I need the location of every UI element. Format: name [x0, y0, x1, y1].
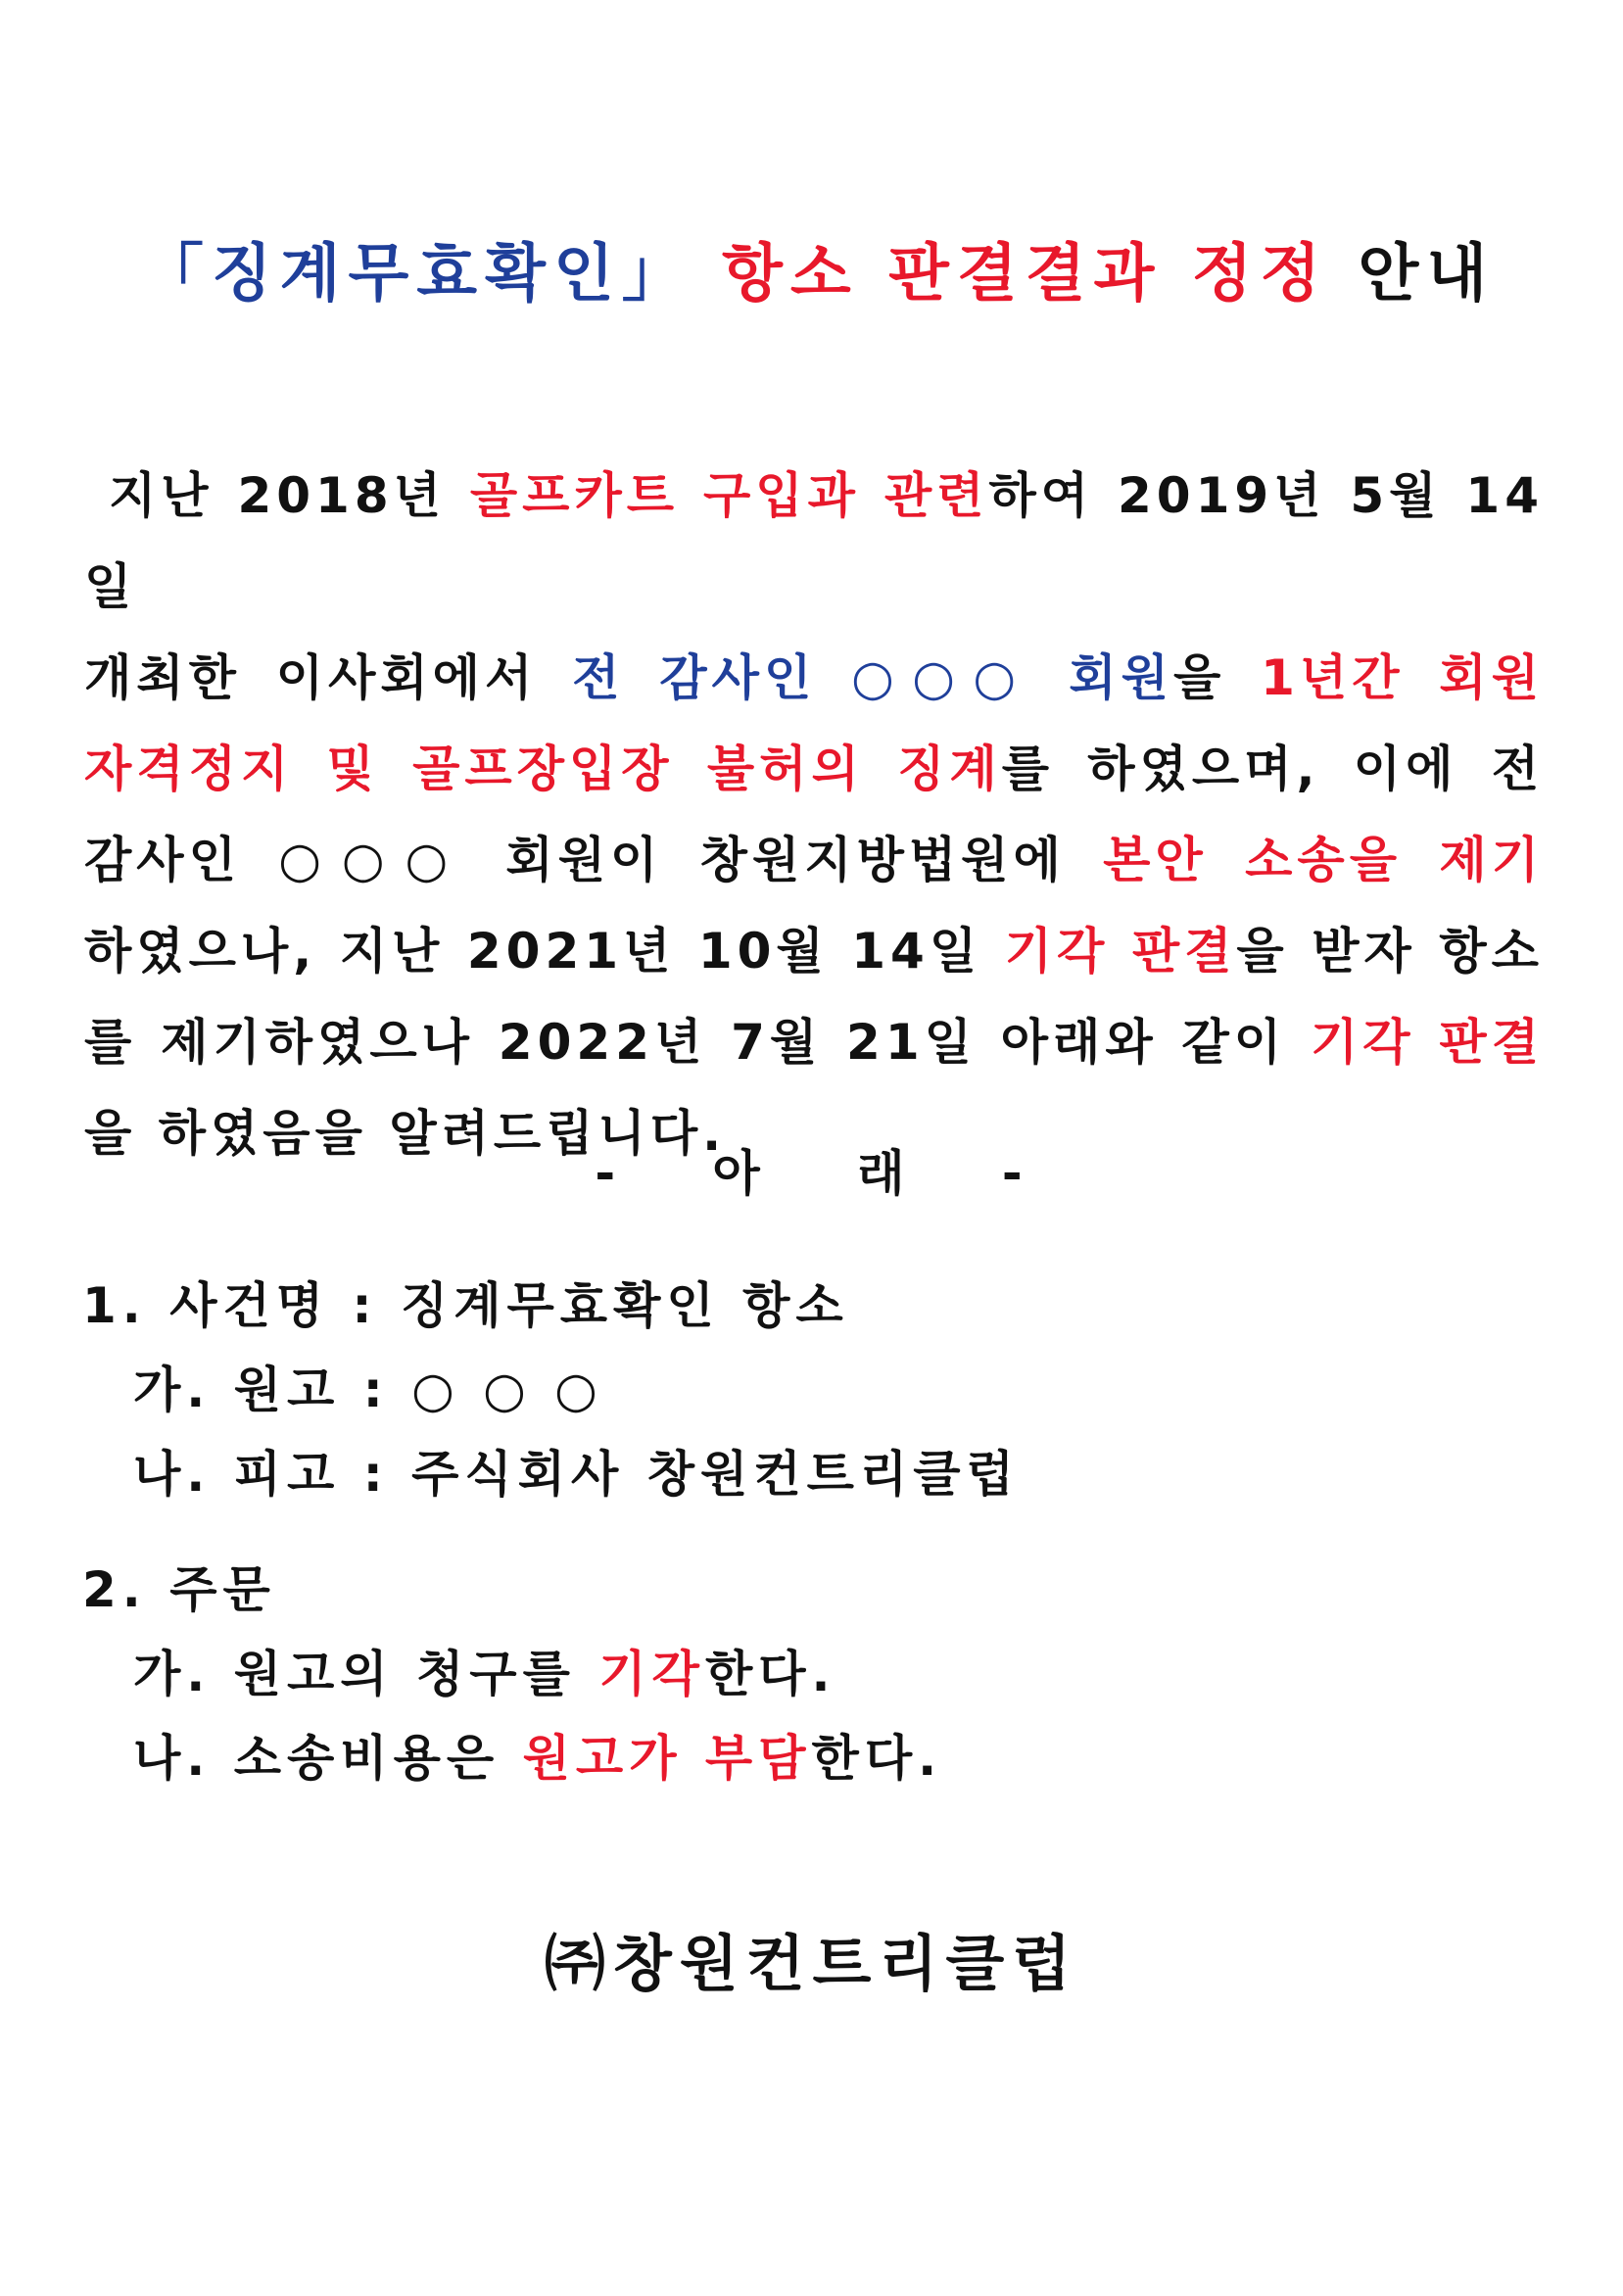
- body-highlight: 골프카트 구입과 관련: [469, 467, 989, 524]
- order-text: 한다.: [811, 1730, 943, 1787]
- page-title: [98, 223, 1538, 313]
- defendant: 나. 피고 : 주식회사 창원컨트리클럽: [133, 1446, 1020, 1503]
- body-text-segment: 개최한 이사회에서: [84, 649, 573, 706]
- order-text: 한다.: [704, 1646, 836, 1702]
- order-item-2: [82, 1716, 942, 1800]
- body-text-segment: 을 받자 항소: [1236, 923, 1544, 980]
- body-text-segment: 를 하였으며, 이에 전: [1001, 741, 1544, 797]
- body-highlight-blue: 전 감사인 ○○○ 회원: [572, 649, 1173, 706]
- body-line-4: [84, 815, 1544, 906]
- order-title: 2. 주문: [82, 1561, 276, 1618]
- body-highlight: 1년간 회원: [1261, 649, 1544, 706]
- section-heading: - 아 래 -: [595, 1145, 1028, 1202]
- order-text: 가. 원고의 청구를: [133, 1646, 599, 1702]
- body-line-6: [84, 997, 1544, 1088]
- order-highlight: 원고가 부담: [522, 1730, 812, 1787]
- title-case-name: 징계무효확인: [211, 238, 622, 311]
- body-text-segment: 하였으나, 지난 2021년 10월 14일: [84, 923, 1005, 980]
- body-text-segment: 지난 2018년: [108, 467, 470, 524]
- body-text-segment: 을 하였음을 알려드립니다.: [84, 1105, 727, 1162]
- body-text-segment: 을: [1172, 649, 1262, 706]
- body-text-segment: 하여 2019년 5월 14일: [84, 467, 1544, 615]
- notice-body: [84, 451, 1544, 1179]
- body-line-2: [84, 633, 1544, 724]
- body-line-1: [84, 451, 1544, 633]
- body-text-segment: 감사인 ○○○ 회원이 창원지방법원에: [84, 832, 1104, 888]
- title-bracket-close: 」: [621, 238, 692, 311]
- body-text-segment: 를 제기하였으나 2022년 7월 21일 아래와 같이: [84, 1014, 1311, 1071]
- order-text: 나. 소송비용은: [133, 1730, 523, 1787]
- case-section: [82, 1264, 1020, 1516]
- plaintiff: 가. 원고 : ○ ○ ○: [133, 1362, 603, 1418]
- title-correction: 항소 판결결과 정정: [692, 238, 1329, 311]
- body-highlight: 기각 판결: [1004, 923, 1237, 980]
- title-notice: 안내: [1328, 238, 1496, 311]
- title-bracket-open: 「: [140, 238, 212, 311]
- order-item-1: [82, 1632, 942, 1716]
- body-line-5: [84, 906, 1544, 997]
- body-highlight: 자격정지 및 골프장입장 불허의 징계: [84, 741, 1002, 797]
- body-highlight: 기각 판결: [1310, 1014, 1544, 1071]
- case-title: 1. 사건명 : 징계무효확인 항소: [82, 1277, 849, 1334]
- body-line-3: [84, 724, 1544, 815]
- body-highlight: 본안 소송을 제기: [1103, 832, 1544, 888]
- issuer-name: ㈜창원컨트리클럽: [544, 1928, 1079, 1999]
- order-section: [82, 1548, 942, 1800]
- order-highlight: 기각: [598, 1646, 705, 1702]
